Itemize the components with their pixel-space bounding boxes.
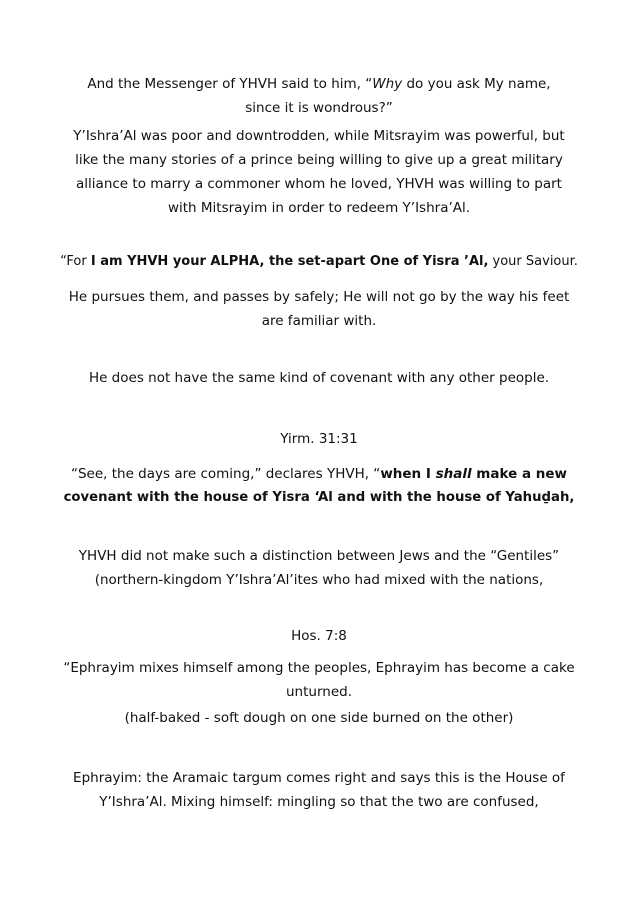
paragraph-line: YHVH did not make such a distinction between Jews and the “Gentiles” — [78, 548, 560, 564]
text-run: “See, the days are coming,” declares YHVH, “ — [70, 466, 381, 482]
paragraph-line — [60, 72, 578, 96]
paragraph-for-i-am — [60, 250, 578, 274]
paragraph-line: unturned. — [286, 684, 352, 700]
paragraph-line: He pursues them, and passes by safely; He will not go by the way his feet — [68, 289, 570, 305]
paragraph-line: Ephrayim: the Aramaic targum comes right and says this is the House of — [73, 770, 565, 786]
text-run: “For — [60, 254, 91, 269]
paragraph-line: Y’Ishra’Al was poor and downtrodden, while Mitsrayim was powerful, but — [73, 128, 565, 144]
paragraph-covenant-kind — [60, 366, 578, 390]
paragraph-line: He does not have the same kind of covenant with any other people. — [88, 370, 550, 386]
paragraph-he-pursues — [60, 285, 578, 333]
paragraph-line: (northern-kingdom Y’Ishra’Al’ites who had mixed with the nations, — [94, 572, 544, 588]
bold-text: when I — [380, 466, 436, 482]
paragraph-messenger — [60, 72, 578, 120]
paragraph-aramaic-targum — [60, 766, 578, 814]
paragraph-line: since it is wondrous?” — [245, 100, 393, 116]
paragraph-distinction — [60, 544, 578, 592]
paragraph-line: are familiar with. — [261, 313, 377, 329]
paragraph-line: with Mitsrayim in order to redeem Y’Ishra’Al. — [167, 200, 471, 216]
paragraph-line: “Ephrayim mixes himself among the peoples, Ephrayim has become a cake — [63, 660, 575, 676]
bold-text: make a new — [471, 466, 568, 482]
paragraph-line: alliance to marry a commoner whom he loved, YHVH was willing to part — [76, 176, 562, 192]
paragraph-poor-downtrodden — [60, 124, 578, 220]
text-run: do you ask My name, — [402, 76, 551, 92]
paragraph-half-baked — [60, 706, 578, 730]
paragraph-line: like the many stories of a prince being willing to give up a great military — [75, 152, 563, 168]
paragraph-line: covenant with the house of Yisra ‘Al and with the house of Yahuḏah, — [63, 490, 575, 505]
bold-italic-text: shall — [435, 466, 472, 482]
text-run: your Saviour. — [488, 254, 578, 269]
reference-text: Yirm. 31:31 — [280, 431, 358, 447]
bold-text: I am YHVH your ALPHA, the set-apart One of Yisra ’Al, — [90, 254, 489, 269]
paragraph-line — [60, 462, 578, 486]
paragraph-line: Y’Ishra’Al. Mixing himself: mingling so that the two are confused, — [99, 794, 539, 810]
scripture-reference — [60, 624, 578, 648]
emphasis-text: Why — [372, 76, 403, 92]
paragraph-ephrayim-mixes — [60, 656, 578, 704]
text-run: And the Messenger of YHVH said to him, “ — [87, 76, 373, 92]
paragraph-line: (half-baked - soft dough on one side burned on the other) — [124, 710, 514, 726]
paragraph-line — [60, 250, 578, 274]
reference-text: Hos. 7:8 — [291, 628, 347, 644]
paragraph-new-covenant — [60, 462, 578, 510]
scripture-reference — [60, 427, 578, 451]
